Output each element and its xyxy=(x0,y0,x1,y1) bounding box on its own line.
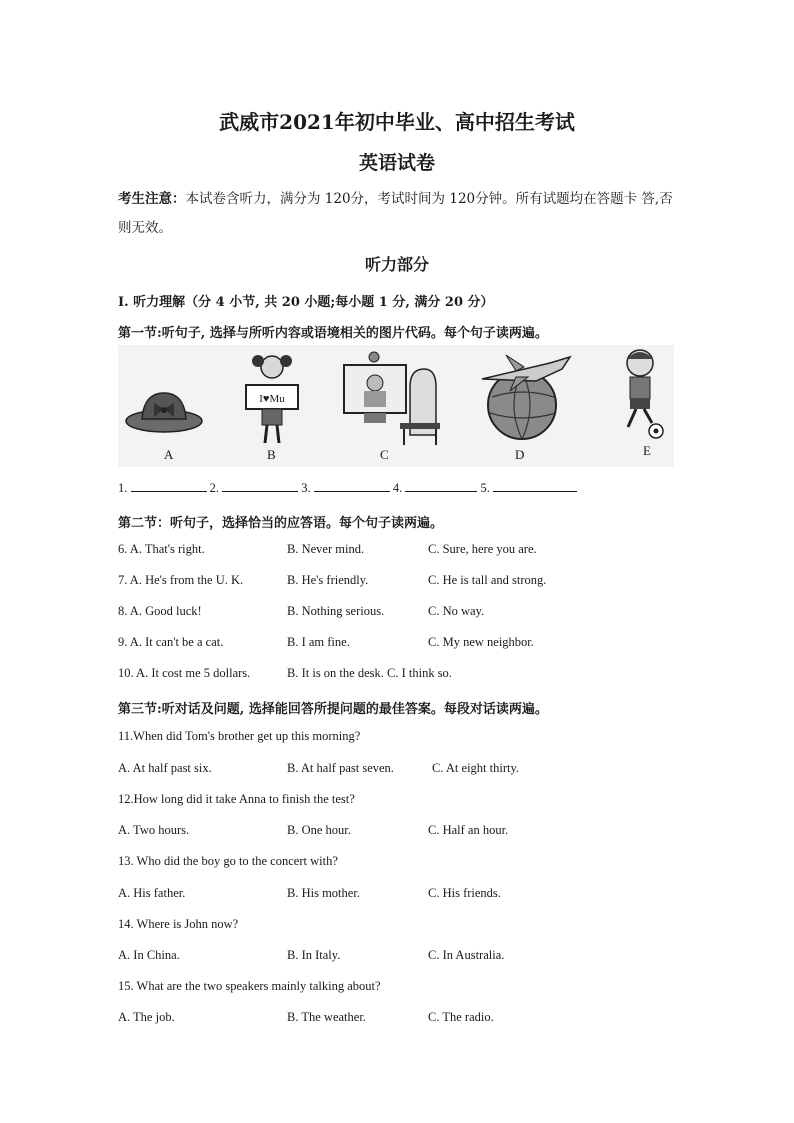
notice-text: 本试卷含听力，满分为 120分，考试时间为 120分钟。所有试题均在答题卡 答,否则无效。 xyxy=(118,191,673,236)
blank-label-5: 5. xyxy=(480,481,490,495)
question-11-option-c: C. At eight thirty. xyxy=(432,761,520,775)
question-15-option-c: C. The radio. xyxy=(428,1010,494,1024)
blank-label-4: 4. xyxy=(392,481,403,495)
question-13-option-c: C. His friends. xyxy=(428,886,501,900)
question-7-option-c: C. He is tall and strong. xyxy=(428,573,547,587)
picture-label-d: D xyxy=(515,447,525,462)
question-7-option-b: B. He's friendly. xyxy=(287,573,369,587)
exam-title: 武威市2021年初中毕业、高中招生考试 xyxy=(219,110,575,134)
question-12-option-a: A. Two hours. xyxy=(118,823,190,837)
answer-blank-5[interactable] xyxy=(493,491,577,492)
question-8-option-b: B. Nothing serious. xyxy=(287,604,385,618)
airplane-globe-picture xyxy=(476,349,576,445)
section-title: 听力部分 xyxy=(364,255,429,274)
answer-blank-4[interactable] xyxy=(405,491,477,492)
svg-text:I♥Mu: I♥Mu xyxy=(259,393,285,405)
question-13-option-b: B. His mother. xyxy=(287,886,360,900)
question-10-option-bc: B. It is on the desk. C. I think so. xyxy=(287,666,452,680)
picture-strip xyxy=(118,345,674,467)
boy-football-picture xyxy=(614,347,670,443)
blank-label-3: 3. xyxy=(301,481,311,495)
sec2-heading: 第二节：听句子，选择恰当的应答语。每个句子读两遍。 xyxy=(118,516,444,531)
question-9-option-b: B. I am fine. xyxy=(287,635,350,649)
blank-label-2: 2. xyxy=(209,481,219,495)
hat-picture xyxy=(124,385,204,440)
question-15-option-a: A. The job. xyxy=(118,1010,175,1024)
picture-label-e: E xyxy=(643,443,651,458)
question-11-option-b: B. At half past seven. xyxy=(287,761,394,775)
question-7: 7. A. He's from the U. K. xyxy=(118,573,244,587)
answer-blank-2[interactable] xyxy=(222,491,298,492)
girl-with-sign-picture xyxy=(242,351,302,447)
question-13: 13. Who did the boy go to the concert with? xyxy=(118,854,338,868)
video-call-picture xyxy=(340,351,440,445)
question-6-option-b: B. Never mind. xyxy=(287,542,365,556)
answer-blank-1[interactable] xyxy=(131,491,207,492)
question-12-option-c: C. Half an hour. xyxy=(428,823,509,837)
question-10: 10. A. It cost me 5 dollars. xyxy=(118,666,251,680)
sec3-heading: 第三节:听对话及问题, 选择能回答所提问题的最佳答案。每段对话读两遍。 xyxy=(118,702,548,717)
notice-label: 考生注意： xyxy=(118,191,186,207)
question-12-option-b: B. One hour. xyxy=(287,823,351,837)
question-13-option-a: A. His father. xyxy=(118,886,186,900)
picture-label-b: B xyxy=(267,447,276,462)
question-14: 14. Where is John now? xyxy=(118,917,239,931)
question-6: 6. A. That's right. xyxy=(118,542,205,556)
answer-blanks xyxy=(118,481,577,496)
question-12: 12.How long did it take Anna to finish the test? xyxy=(118,792,355,806)
answer-blank-3[interactable] xyxy=(314,491,390,492)
question-14-option-b: B. In Italy. xyxy=(287,948,341,962)
picture-label-c: C xyxy=(380,447,389,462)
sec1-heading: 第一节:听句子, 选择与所听内容或语境相关的图片代码。每个句子读两遍。 xyxy=(118,326,548,341)
question-11-option-a: A. At half past six. xyxy=(118,761,212,775)
question-11: 11.When did Tom's brother get up this morning? xyxy=(118,729,361,743)
question-8: 8. A. Good luck! xyxy=(118,604,202,618)
question-14-option-a: A. In China. xyxy=(118,948,180,962)
exam-subtitle: 英语试卷 xyxy=(358,152,435,174)
picture-label-a: A xyxy=(164,447,174,462)
question-8-option-c: C. No way. xyxy=(428,604,485,618)
question-9-option-c: C. My new neighbor. xyxy=(428,635,534,649)
question-6-option-c: C. Sure, here you are. xyxy=(428,542,537,556)
question-15-option-b: B. The weather. xyxy=(287,1010,366,1024)
blank-label-1: 1. xyxy=(118,481,128,495)
question-9: 9. A. It can't be a cat. xyxy=(118,635,224,649)
candidate-notice xyxy=(118,185,678,243)
part1-heading: I. 听力理解（分 4 小节, 共 20 小题;每小题 1 分, 满分 20 分） xyxy=(118,295,494,310)
question-15: 15. What are the two speakers mainly talking about? xyxy=(118,979,381,993)
question-14-option-c: C. In Australia. xyxy=(428,948,505,962)
